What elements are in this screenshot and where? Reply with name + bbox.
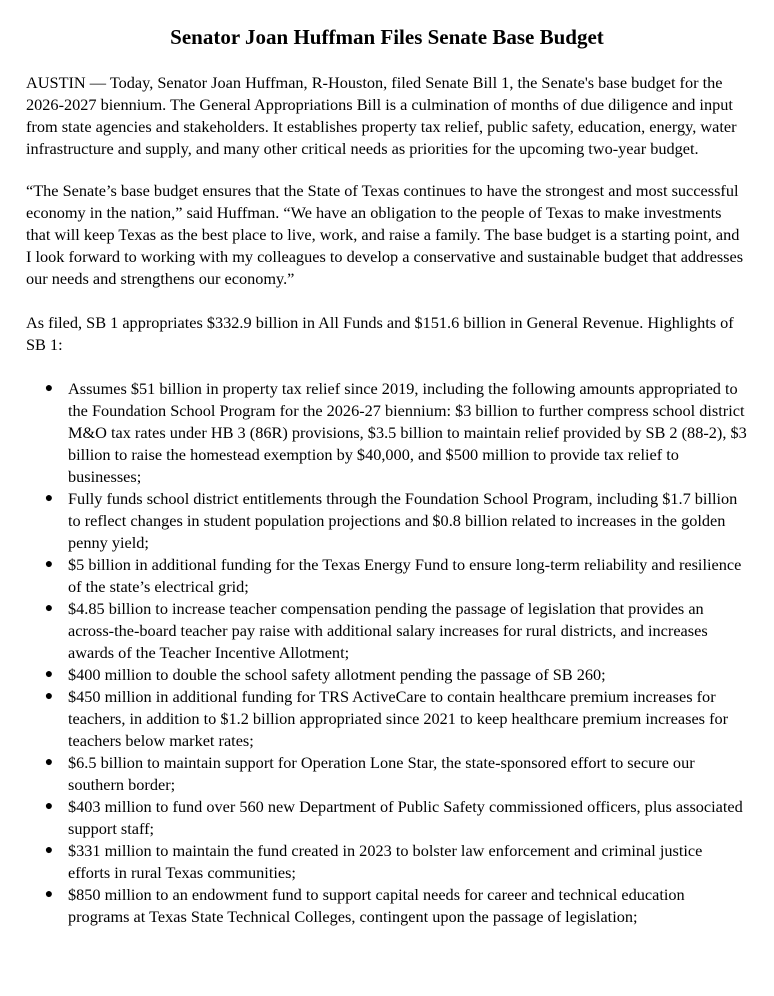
highlight-item — [26, 554, 748, 598]
intro-paragraph: AUSTIN — Today, Senator Joan Huffman, R-Houston, filed Senate Bill 1, the Senate's base budget for the 2026-2027 biennium. The General Appropriations Bill is a culmination of months of due diligence and input from state agencies and stakeholders. It establishes property tax relief, public safety, education, energy, water infrastructure and supply, and many other critical needs as priorities for the upcoming two-year budget. — [26, 73, 737, 158]
highlight-text: Assumes $51 billion in property tax relief since 2019, including the following amounts appropriated to the Foundation School Program for the 2026-27 biennium: $3 billion to further compress school district M&O tax rates under HB 3 (86R) provisions, $3.5 billion to maintain relief provided by SB 2 (88-2), $3 billion to raise the homestead exemption by $40,000, and $500 million to provide tax relief to businesses; — [68, 379, 747, 486]
highlight-item — [26, 664, 748, 686]
highlight-text: $400 million to double the school safety allotment pending the passage of SB 260; — [68, 665, 606, 684]
highlight-text: $403 million to fund over 560 new Department of Public Safety commissioned officers, plus associated support staff; — [68, 797, 743, 838]
highlight-text: $850 million to an endowment fund to support capital needs for career and technical education programs at Texas State Technical Colleges, contingent upon the passage of legislation; — [68, 885, 685, 926]
bullet-icon: ● — [44, 557, 54, 572]
highlight-text: $4.85 billion to increase teacher compensation pending the passage of legislation that provides an across-the-board teacher pay raise with additional salary increases for rural districts, and increases awards of the Teacher Incentive Allotment; — [68, 599, 708, 662]
page-title: Senator Joan Huffman Files Senate Base Budget — [170, 25, 604, 49]
highlight-item — [26, 796, 748, 840]
bullet-icon: ● — [44, 601, 54, 616]
bullet-icon: ● — [44, 755, 54, 770]
bullet-icon: ● — [44, 843, 54, 858]
highlight-item — [26, 488, 748, 554]
highlight-item — [26, 884, 748, 928]
bullet-icon: ● — [44, 689, 54, 704]
highlight-text: $331 million to maintain the fund created in 2023 to bolster law enforcement and criminal justice efforts in rural Texas communities; — [68, 841, 703, 882]
highlight-item — [26, 840, 748, 884]
bullet-icon: ● — [44, 887, 54, 902]
highlight-item — [26, 378, 748, 488]
highlight-text: Fully funds school district entitlements through the Foundation School Program, including $1.7 billion to reflect changes in student population projections and $0.8 billion related to increases in the golden penny yield; — [68, 489, 738, 552]
quote-paragraph: “The Senate’s base budget ensures that the State of Texas continues to have the strongest and most successful economy in the nation,” said Huffman. “We have an obligation to the people of Texas to make investments that will keep Texas as the best place to live, work, and raise a family. The base budget is a starting point, and I look forward to working with my colleagues to develop a conservative and sustainable budget that addresses our needs and strengthens our economy.” — [26, 181, 744, 288]
highlight-item — [26, 752, 748, 796]
highlight-text: $450 million in additional funding for TRS ActiveCare to contain healthcare premium increases for teachers, in addition to $1.2 billion appropriated since 2021 to keep healthcare premium increases for teachers below market rates; — [68, 687, 729, 750]
highlights-list — [26, 378, 748, 928]
bullet-icon: ● — [44, 799, 54, 814]
highlight-text: $5 billion in additional funding for the Texas Energy Fund to ensure long-term reliability and resilience of the state’s electrical grid; — [68, 555, 742, 596]
highlight-item — [26, 686, 748, 752]
bullet-icon: ● — [44, 381, 54, 396]
bullet-icon: ● — [44, 667, 54, 682]
highlight-item — [26, 598, 748, 664]
bullet-icon: ● — [44, 491, 54, 506]
summary-paragraph: As filed, SB 1 appropriates $332.9 billion in All Funds and $151.6 billion in General Revenue. Highlights of SB 1: — [26, 313, 734, 354]
highlight-text: $6.5 billion to maintain support for Operation Lone Star, the state-sponsored effort to secure our southern border; — [68, 753, 695, 794]
